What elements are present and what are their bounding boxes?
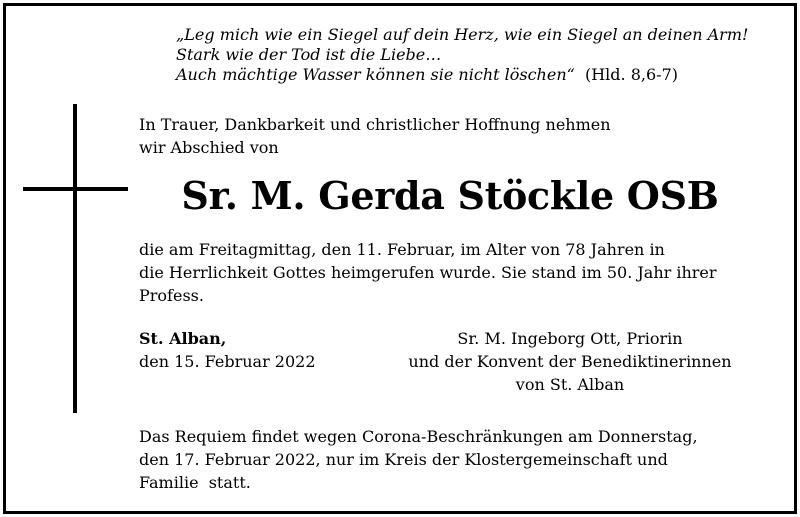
intro-line-1: In Trauer, Dankbarkeit und christlicher Hoffnung nehmen: [139, 115, 611, 134]
death-notice-text: [139, 238, 769, 307]
requiem-line-3: Familie statt.: [139, 473, 251, 492]
place-date-text: den 15. Februar 2022: [139, 352, 316, 371]
signatories: [380, 327, 760, 396]
cross-icon-bar: [23, 187, 128, 191]
requiem-line-2: den 17. Februar 2022, nur im Kreis der Klostergemeinschaft und: [139, 450, 668, 469]
signatory-line-2: und der Konvent der Benediktinerinnen: [408, 352, 732, 371]
quote-line-3-text: Auch mächtige Wasser können sie nicht löschen“: [176, 65, 575, 84]
cross-icon: [73, 104, 77, 413]
quote-line-2: Stark wie der Tod ist die Liebe…: [176, 45, 442, 64]
place-date: [139, 327, 369, 373]
quote-line-3: [176, 65, 776, 85]
intro-line-2: wir Abschied von: [139, 138, 279, 157]
bible-quote: [176, 25, 776, 85]
quote-source: (Hld. 8,6-7): [584, 65, 678, 84]
requiem-notice: [139, 425, 769, 494]
signatory-line-1: Sr. M. Ingeborg Ott, Priorin: [457, 329, 683, 348]
quote-line-1: „Leg mich wie ein Siegel auf dein Herz, wie ein Siegel an deinen Arm!: [176, 25, 749, 44]
body-line-1: die am Freitagmittag, den 11. Februar, im Alter von 78 Jahren in: [139, 240, 665, 259]
place-city: St. Alban,: [139, 329, 227, 348]
body-line-3: Profess.: [139, 286, 204, 305]
body-line-2: die Herrlichkeit Gottes heimgerufen wurde. Sie stand im 50. Jahr ihrer: [139, 263, 717, 282]
deceased-name: Sr. M. Gerda Stöckle OSB: [181, 173, 719, 218]
requiem-line-1: Das Requiem findet wegen Corona-Beschränkungen am Donnerstag,: [139, 427, 698, 446]
signatory-line-3: von St. Alban: [515, 375, 625, 394]
intro-text: [139, 113, 739, 159]
